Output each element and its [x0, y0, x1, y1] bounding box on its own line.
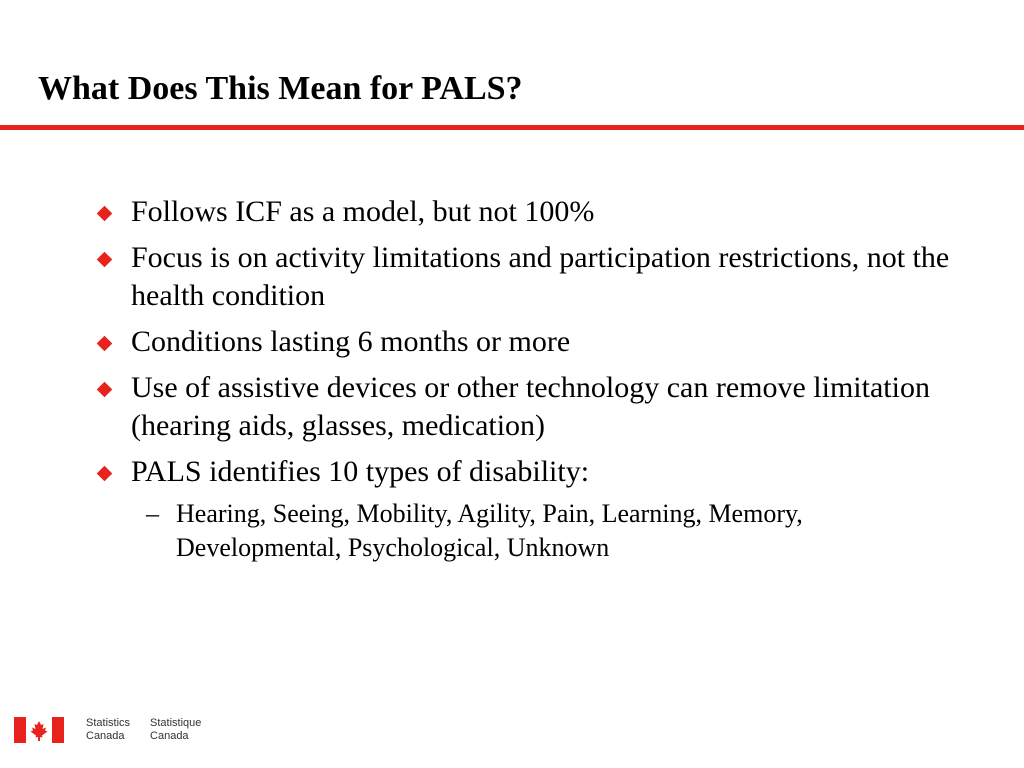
agency-name-line: Statistics — [86, 717, 131, 729]
diamond-bullet-icon — [97, 336, 113, 352]
bullet-text: Conditions lasting 6 months or more — [131, 325, 571, 358]
bullet-text: Use of assistive devices or other technology can remove limitation (hearing aids, glasses, medication) — [131, 371, 930, 442]
bullet-text: Focus is on activity limitations and participation restrictions, not the health condition — [131, 241, 950, 312]
canada-flag-icon — [14, 717, 64, 743]
diamond-bullet-icon — [97, 466, 113, 482]
bullet-item — [95, 239, 955, 315]
bullet-text: Follows ICF as a model, but not 100% — [131, 195, 595, 228]
bullet-item — [95, 193, 955, 231]
agency-name-line: Statistique — [150, 717, 202, 729]
agency-name-english — [86, 717, 130, 743]
dash-marker: – — [146, 499, 159, 528]
footer-wordmark — [14, 715, 201, 745]
agency-name-line: Canada — [150, 730, 189, 742]
diamond-bullet-icon — [97, 252, 113, 268]
diamond-bullet-icon — [97, 206, 113, 222]
bullet-item — [95, 369, 955, 445]
title-underline — [0, 125, 1024, 130]
bullet-item — [95, 453, 955, 491]
agency-name-french — [150, 717, 201, 743]
bullet-list — [95, 193, 955, 565]
slide-title: What Does This Mean for PALS? — [38, 70, 523, 107]
sub-bullet-text: Hearing, Seeing, Mobility, Agility, Pain, Learning, Memory, Developmental, Psychological, Unknown — [176, 499, 803, 562]
bullet-text: PALS identifies 10 types of disability: — [131, 455, 590, 488]
agency-name-line: Canada — [86, 730, 125, 742]
bullet-item — [95, 323, 955, 361]
sub-bullet-item — [95, 497, 955, 565]
diamond-bullet-icon — [97, 382, 113, 398]
